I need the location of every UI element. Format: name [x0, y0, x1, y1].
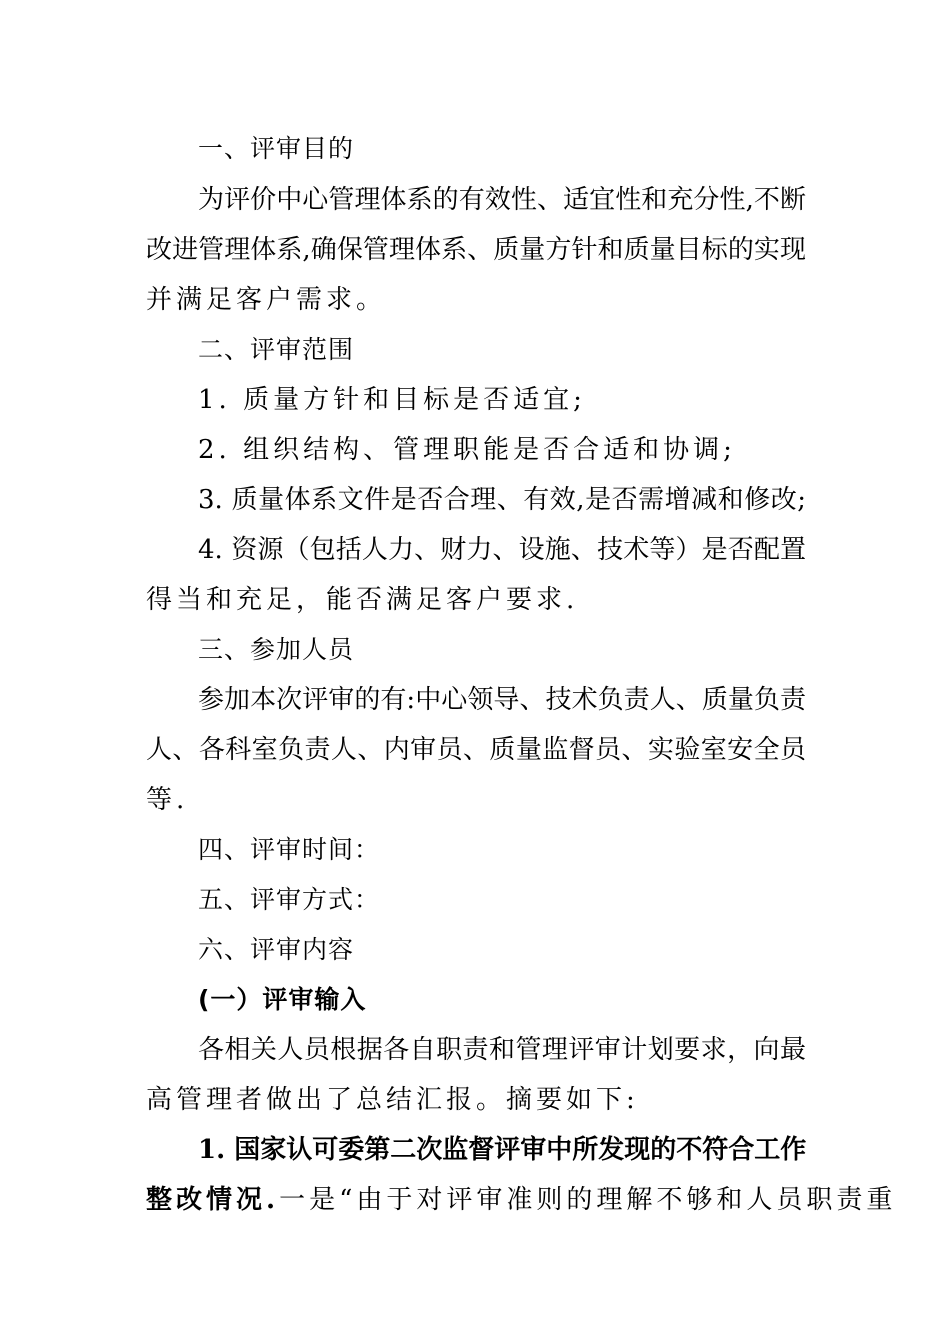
paragraph-line: 为评价中心管理体系的有效性、适宜性和充分性,不断: [198, 185, 806, 215]
section-heading-time: 四、评审时间：: [198, 835, 381, 864]
paragraph-line: 参加本次评审的有:中心领导、技术负责人、质量负责: [198, 685, 806, 715]
point-continuation: [146, 1183, 897, 1217]
list-item: 1. 质量方针和目标是否适宜;: [198, 385, 586, 415]
paragraph-line: 人、各科室负责人、内审员、质量监督员、实验室安全员: [146, 735, 806, 765]
section-heading-method: 五、评审方式：: [198, 885, 381, 914]
section-heading-content: 六、评审内容: [198, 935, 355, 964]
point-heading: 1. 国家认可委第二次监督评审中所发现的不符合工作: [198, 1135, 807, 1165]
paragraph-line: 改进管理体系,确保管理体系、质量方针和质量目标的实现: [146, 235, 806, 265]
list-item: 3. 质量体系文件是否合理、有效,是否需增减和修改;: [198, 485, 806, 515]
paragraph-line: 并满足客户需求。: [146, 285, 387, 315]
list-item: 2. 组织结构、管理职能是否合适和协调;: [198, 435, 736, 465]
section-heading-participants: 三、参加人员: [198, 635, 355, 664]
list-item-continuation: 得当和充足，能否满足客户要求.: [146, 585, 579, 615]
point-heading-end: 整改情况.: [146, 1185, 280, 1215]
paragraph-line: 等.: [146, 785, 189, 815]
paragraph-line: 高管理者做出了总结汇报。摘要如下:: [146, 1085, 639, 1115]
point-body-text: 一是“由于对评审准则的理解不够和人员职责重: [279, 1185, 897, 1215]
section-heading-scope: 二、评审范围: [198, 335, 355, 364]
list-item: 4. 资源（包括人力、财力、设施、技术等）是否配置: [198, 535, 806, 565]
section-heading-purpose: 一、评审目的: [198, 134, 355, 163]
paragraph-line: 各相关人员根据各自职责和管理评审计划要求，向最: [198, 1035, 806, 1065]
subsection-heading-input: (一）评审输入: [198, 985, 367, 1014]
